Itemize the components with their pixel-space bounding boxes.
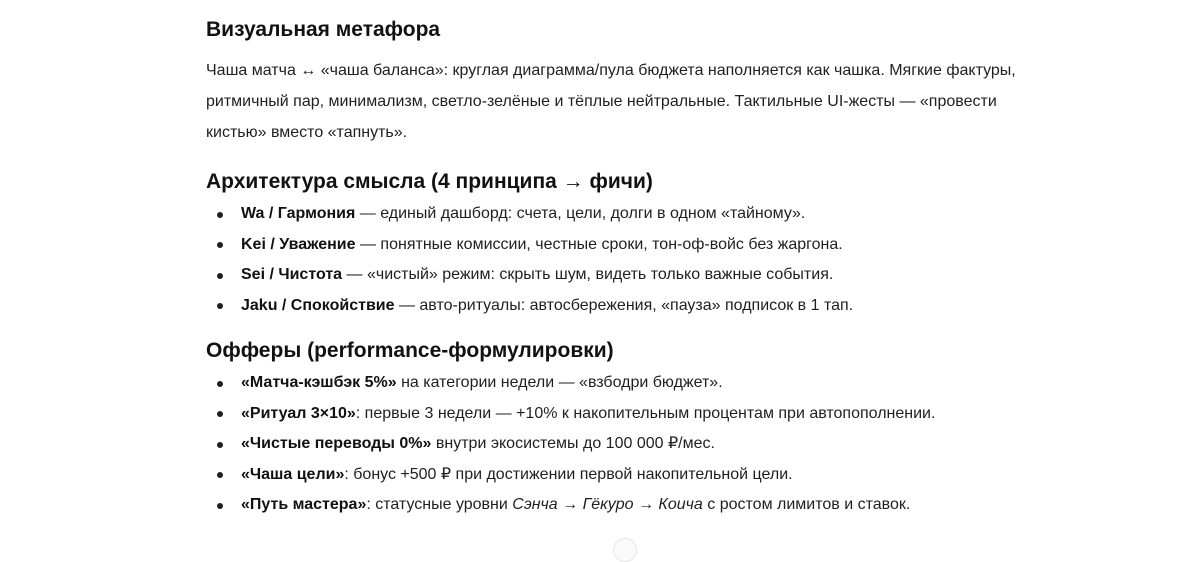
list-item bbox=[206, 429, 1046, 460]
list-item-title: «Матча-кэшбэк 5%» bbox=[241, 374, 397, 391]
heading-visual-metaphor: Визуальная метафора bbox=[206, 18, 441, 41]
list-item-title: Sei / Чистота bbox=[241, 266, 343, 283]
list-item-title: «Чистые переводы 0%» bbox=[241, 435, 432, 452]
bullet-icon bbox=[217, 442, 223, 448]
list-item-text: — авто-ритуалы: автосбережения, «пауза» подписок в 1 тап. bbox=[394, 296, 854, 314]
heading-offers: Офферы (performance-формулировки) bbox=[206, 339, 614, 362]
bullet-icon bbox=[217, 273, 223, 279]
bullet-icon bbox=[217, 472, 223, 478]
bullet-icon bbox=[217, 212, 223, 218]
list-item-text: — «чистый» режим: скрыть шум, видеть только важные события. bbox=[342, 266, 834, 283]
list-item-text: : бонус +500 ₽ при достижении первой накопительной цели. bbox=[344, 465, 793, 483]
list-item bbox=[206, 399, 1046, 430]
list-item bbox=[206, 291, 1046, 322]
heading-meaning-architecture: Архитектура смысла (4 принципа → фичи) bbox=[206, 170, 653, 193]
list-item bbox=[206, 460, 1046, 491]
bullet-icon bbox=[217, 303, 223, 309]
document-content bbox=[206, 14, 1046, 521]
paragraph-visual-metaphor: Чаша матча ↔ «чаша баланса»: круглая диаграмма/пула бюджета наполняется как чашка. Мягкие фактуры, ритмичный пар, минимализм, светло-зелёные и тёплые нейтральные. Тактильные UI-жесты — «провести кистью» вместо «тапнуть». bbox=[206, 62, 1016, 141]
list-item-title: Jaku / Спокойствие bbox=[241, 296, 395, 314]
list-item-italic-text: Сэнча → Гёкуро → Коича bbox=[512, 496, 703, 513]
list-item-title: Kei / Уважение bbox=[241, 235, 356, 253]
list-item-tail-text: с ростом лимитов и ставок. bbox=[702, 496, 911, 513]
list-item-title: «Ритуал 3×10» bbox=[241, 404, 356, 422]
scroll-down-button[interactable] bbox=[613, 538, 637, 562]
list-item-text: — понятные комиссии, честные сроки, тон-оф-войс без жаргона. bbox=[355, 235, 843, 253]
list-item bbox=[206, 368, 1046, 399]
list-item-title: «Путь мастера» bbox=[241, 496, 367, 513]
bullet-icon bbox=[217, 503, 223, 509]
list-item bbox=[206, 199, 1046, 230]
list-item-text: : первые 3 недели — +10% к накопительным процентам при автопополнении. bbox=[355, 404, 936, 422]
list-item-title: Wa / Гармония bbox=[241, 205, 356, 222]
bullet-icon bbox=[217, 411, 223, 417]
list-item-text: — единый дашборд: счета, цели, долги в одном «тайному». bbox=[355, 205, 806, 222]
list-item bbox=[206, 490, 1046, 521]
list-item-text: внутри экосистемы до 100 000 ₽/мес. bbox=[431, 435, 715, 452]
list-item-text: : статусные уровни bbox=[366, 496, 513, 513]
list-item-title: «Чаша цели» bbox=[241, 465, 345, 483]
list-principles bbox=[206, 199, 1046, 321]
bullet-icon bbox=[217, 242, 223, 248]
list-item bbox=[206, 230, 1046, 261]
list-offers bbox=[206, 368, 1046, 521]
bullet-icon bbox=[217, 381, 223, 387]
list-item-text: на категории недели — «взбодри бюджет». bbox=[396, 374, 723, 391]
list-item bbox=[206, 260, 1046, 291]
